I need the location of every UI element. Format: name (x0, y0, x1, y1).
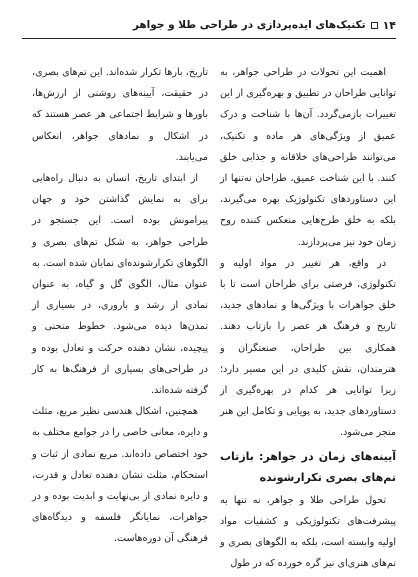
right-column (220, 62, 396, 574)
paragraph: از ابتدای تاریخ، انسان به دنبال راه‌هایی برای به نمایش گذاشتن خود و جهان پیرامونش بوده است. این جستجو در طراحی جواهر، به شکل تم‌های بصری و الگوهای تکرارشونده‌ای نمایان شده است. به عنوان مثال، الگوی گل و گیاه، به عنوان نمادی از رشد و باروری، در بسیاری از تمدن‌ها دیده می‌شود. خطوط منحنی و پیچیده، نشان دهنده حرکت و تعادل بوده و در طراحی‌های بسیاری از فرهنگ‌ها به کار گرفته شده‌اند. (32, 173, 208, 397)
paragraph: در واقع، هر تغییر در مواد اولیه و تکنولوژی، فرصتی برای طراحان است تا با خلق جواهرات با ویژگی‌ها و نمادهای جدید، تاریخ و فرهنگ هر عصر را بازتاب دهند. همکاری بین طراحان، صنعتگران و هنرمندان، نقش کلیدی در این مسیر دارد؛ زیرا توانایی هر کدام در بهره‌گیری از دستاوردهای جدید، به پویایی و تکامل این هنر منجر می‌شود. (220, 257, 396, 439)
running-title: تکنیک‌های ایده‌پردازی در طراحی طلا و جواهر (132, 19, 366, 31)
left-column (32, 62, 208, 550)
page-number: ۱۴ (382, 18, 396, 32)
paragraph-continued: تاریخ، بارها تکرار شده‌اند. این تم‌های بصری، در حقیقت، آیینه‌های روشنی از ارزش‌ها، باورها و شرایط اجتماعی هر عصر هستند که در اشکال و نمادهای جواهر، انعکاس می‌یابند. (32, 67, 208, 163)
paragraph: تحول طراحی طلا و جواهر، نه تنها به پیشرفت‌های تکنولوژیکی و کشفیات مواد اولیه وابسته است، بلکه به الگوهای بصری و تم‌های هنری‌ای نیز گره خورده که در طول (220, 494, 396, 570)
square-bullet-icon (371, 22, 378, 29)
section-heading: آیینه‌های زمان در جواهر: بازتاب تم‌های بصری تکرارشونده (220, 449, 396, 484)
running-header (22, 12, 396, 39)
paragraph: همچنین، اشکال هندسی نظیر مربع، مثلث و دایره، معانی خاصی را در جوامع مختلف به خود اختصاص داده‌اند. مربع نمادی از ثبات و استحکام، مثلث نشان دهنده تعادل و قدرت، و دایره نمادی از بی‌نهایت و ابدیت بوده و در جواهرات، نمایانگر فلسفه و دیدگاه‌های فرهنگی آن دوره‌هاست. (32, 406, 208, 545)
paragraph: اهمیت این تحولات در طراحی جواهر، به توانایی طراحان در تطبیق و بهره‌گیری از این تغییرات بازمی‌گردد. آن‌ها با شناخت و درک عمیق از ویژگی‌های هر ماده و تکنیک، می‌توانند طراحی‌های خلاقانه و جذابی خلق کنند. با این شناخت عمیق، طراحان نه‌تنها از این دستاوردهای تکنولوژیک بهره می‌گیرند، بلکه به خلق طرح‌هایی منعکس کننده روح زمان خود نیز می‌پردازند. (220, 67, 396, 248)
